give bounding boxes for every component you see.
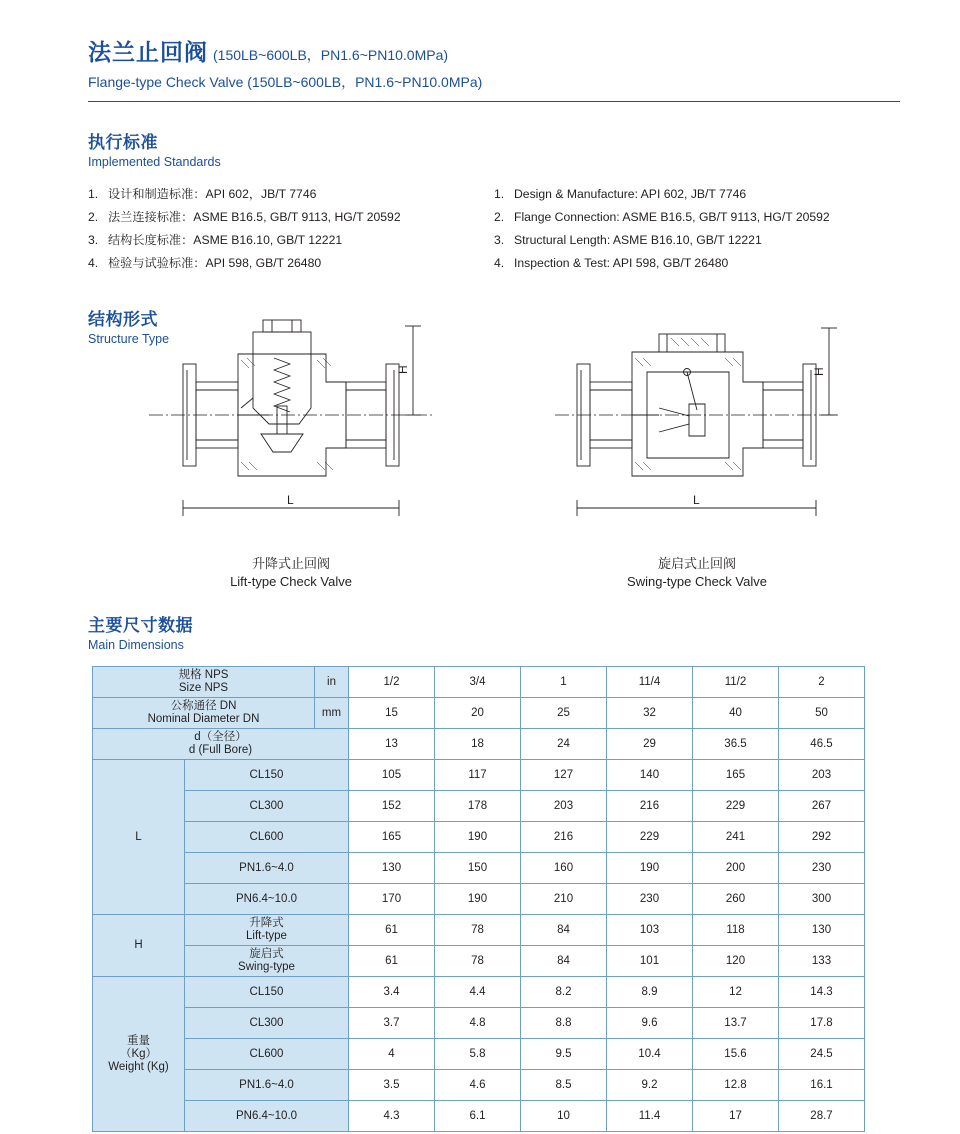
table-cell: 216 xyxy=(607,791,693,822)
table-cell: 178 xyxy=(435,791,521,822)
list-item-label: Structural Length: ASME B16.10, GB/T 12221 xyxy=(514,233,762,247)
table-cell: 4.8 xyxy=(435,1008,521,1039)
dimensions-section xyxy=(88,611,900,652)
table-cell: 229 xyxy=(607,822,693,853)
table-cell: 20 xyxy=(435,698,521,729)
table-cell: 11.4 xyxy=(607,1101,693,1132)
table-cell: 16.1 xyxy=(779,1070,865,1101)
table-cell: 150 xyxy=(435,853,521,884)
dimensions-heading-cn: 主要尺寸数据 xyxy=(88,616,193,635)
list-item-number: 1. xyxy=(88,187,99,201)
table-cell: 117 xyxy=(435,760,521,791)
sub-label: CL300 xyxy=(185,1008,349,1039)
table-cell: 8.9 xyxy=(607,977,693,1008)
table-cell: 1/2 xyxy=(349,667,435,698)
row-unit: in xyxy=(315,667,349,698)
row-header-cn: 规格 NPS xyxy=(178,669,229,681)
sub-label-lift xyxy=(185,915,349,946)
table-cell: 32 xyxy=(607,698,693,729)
table-cell: 24.5 xyxy=(779,1039,865,1070)
table-cell: 61 xyxy=(349,946,435,977)
list-item xyxy=(494,252,900,275)
table-cell: 190 xyxy=(435,822,521,853)
standards-section xyxy=(88,128,900,275)
table-cell: 25 xyxy=(521,698,607,729)
table-cell: 152 xyxy=(349,791,435,822)
list-item-label: 结构长度标准：ASME B16.10, GB/T 12221 xyxy=(108,233,343,247)
table-cell: 84 xyxy=(521,915,607,946)
page-title-en: Flange-type Check Valve (150LB~600LB，PN1.6~PN10.0MPa) xyxy=(88,74,483,90)
table-cell: 10.4 xyxy=(607,1039,693,1070)
table-cell: 4.4 xyxy=(435,977,521,1008)
table-row xyxy=(93,667,865,698)
table-cell: 130 xyxy=(349,853,435,884)
table-row xyxy=(93,853,865,884)
list-item xyxy=(88,206,494,229)
structure-caption-cn-lift: 升降式止回阀 xyxy=(251,556,330,571)
table-cell: 84 xyxy=(521,946,607,977)
table-cell: 3.5 xyxy=(349,1070,435,1101)
table-cell: 36.5 xyxy=(693,729,779,760)
table-cell: 3.4 xyxy=(349,977,435,1008)
table-cell: 120 xyxy=(693,946,779,977)
table-cell: 130 xyxy=(779,915,865,946)
standards-list-cn xyxy=(88,183,494,275)
page-header xyxy=(88,34,900,92)
table-row xyxy=(93,1101,865,1132)
sub-label: CL150 xyxy=(185,977,349,1008)
table-cell: 78 xyxy=(435,946,521,977)
lift-type-check-valve-diagram xyxy=(141,312,441,542)
list-item xyxy=(88,252,494,275)
row-header-full-bore xyxy=(93,729,349,760)
dimension-label-h: H xyxy=(396,365,410,374)
row-header-en: d (Full Bore) xyxy=(188,744,253,756)
table-cell: 165 xyxy=(693,760,779,791)
swing-type-check-valve-diagram xyxy=(547,312,847,542)
table-cell: 13 xyxy=(349,729,435,760)
table-cell: 230 xyxy=(607,884,693,915)
sub-label: PN6.4~10.0 xyxy=(185,884,349,915)
standards-heading-cn: 执行标准 xyxy=(88,133,158,152)
list-item xyxy=(494,229,900,252)
table-cell: 12 xyxy=(693,977,779,1008)
table-cell: 133 xyxy=(779,946,865,977)
table-cell: 46.5 xyxy=(779,729,865,760)
sub-label-en: Swing-type xyxy=(238,961,295,973)
list-item-number: 3. xyxy=(88,233,99,247)
page-title-cn: 法兰止回阀 xyxy=(88,39,208,65)
table-cell: 300 xyxy=(779,884,865,915)
table-cell: 165 xyxy=(349,822,435,853)
table-row xyxy=(93,1039,865,1070)
list-item-label: 设计和制造标准：API 602，JB/T 7746 xyxy=(108,187,317,201)
list-item-label: Flange Connection: ASME B16.5, GB/T 9113, HG/T 20592 xyxy=(514,210,830,224)
row-unit: mm xyxy=(315,698,349,729)
table-cell: 29 xyxy=(607,729,693,760)
dimension-label-l: L xyxy=(693,493,700,507)
dimensions-table-wrapper xyxy=(92,666,872,1132)
table-row xyxy=(93,822,865,853)
list-item-number: 1. xyxy=(494,187,505,201)
table-cell: 3.7 xyxy=(349,1008,435,1039)
sub-label: PN6.4~10.0 xyxy=(185,1101,349,1132)
table-cell: 78 xyxy=(435,915,521,946)
table-cell: 229 xyxy=(693,791,779,822)
table-cell: 10 xyxy=(521,1101,607,1132)
table-cell: 8.5 xyxy=(521,1070,607,1101)
table-cell: 103 xyxy=(607,915,693,946)
dimensions-heading-en: Main Dimensions xyxy=(88,638,184,652)
sub-label-cn: 升降式 xyxy=(249,917,284,929)
table-row xyxy=(93,729,865,760)
table-cell: 28.7 xyxy=(779,1101,865,1132)
sub-label-en: Lift-type xyxy=(246,930,287,942)
group-label-h: H xyxy=(93,915,185,977)
main-dimensions-table xyxy=(92,666,865,1132)
table-cell: 216 xyxy=(521,822,607,853)
row-header-cn: 公称通径 DN xyxy=(170,700,237,712)
table-cell: 9.5 xyxy=(521,1039,607,1070)
table-cell: 230 xyxy=(779,853,865,884)
list-item-label: 法兰连接标准：ASME B16.5, GB/T 9113, HG/T 20592 xyxy=(108,210,401,224)
table-row xyxy=(93,1070,865,1101)
table-cell: 190 xyxy=(607,853,693,884)
standards-columns xyxy=(88,183,900,275)
structure-drawings xyxy=(88,312,900,589)
table-cell: 4.3 xyxy=(349,1101,435,1132)
table-cell: 170 xyxy=(349,884,435,915)
group-label-l: L xyxy=(93,760,185,915)
table-cell: 12.8 xyxy=(693,1070,779,1101)
structure-caption-cn-swing: 旋启式止回阀 xyxy=(657,556,736,571)
table-cell: 61 xyxy=(349,915,435,946)
table-row xyxy=(93,884,865,915)
table-cell: 18 xyxy=(435,729,521,760)
table-cell: 17 xyxy=(693,1101,779,1132)
sub-label: CL150 xyxy=(185,760,349,791)
table-cell: 40 xyxy=(693,698,779,729)
sub-label: CL600 xyxy=(185,822,349,853)
dimension-label-l: L xyxy=(287,493,294,507)
table-row xyxy=(93,915,865,946)
sub-label-swing xyxy=(185,946,349,977)
table-row xyxy=(93,760,865,791)
list-item-number: 2. xyxy=(88,210,99,224)
table-cell: 9.6 xyxy=(607,1008,693,1039)
table-cell: 190 xyxy=(435,884,521,915)
table-cell: 15 xyxy=(349,698,435,729)
table-cell: 118 xyxy=(693,915,779,946)
list-item-label: 检验与试验标准：API 598, GB/T 26480 xyxy=(108,256,322,270)
list-item xyxy=(88,183,494,206)
list-item xyxy=(494,206,900,229)
row-header-en: Nominal Diameter DN xyxy=(147,713,260,725)
table-cell: 267 xyxy=(779,791,865,822)
table-cell: 203 xyxy=(521,791,607,822)
list-item-number: 3. xyxy=(494,233,505,247)
sub-label: CL300 xyxy=(185,791,349,822)
row-header-en: Size NPS xyxy=(178,682,229,694)
page-title-cn-suffix: (150LB~600LB，PN1.6~PN10.0MPa) xyxy=(213,47,449,63)
structure-item-lift xyxy=(88,312,494,589)
table-cell: 13.7 xyxy=(693,1008,779,1039)
table-row xyxy=(93,946,865,977)
table-cell: 24 xyxy=(521,729,607,760)
table-cell: 200 xyxy=(693,853,779,884)
table-cell: 4.6 xyxy=(435,1070,521,1101)
table-row xyxy=(93,791,865,822)
row-header-size-nps xyxy=(93,667,315,698)
table-cell: 160 xyxy=(521,853,607,884)
table-cell: 241 xyxy=(693,822,779,853)
list-item-label: Design & Manufacture: API 602, JB/T 7746 xyxy=(514,187,747,201)
table-cell: 292 xyxy=(779,822,865,853)
list-item-number: 2. xyxy=(494,210,505,224)
structure-item-swing xyxy=(494,312,900,589)
table-row xyxy=(93,977,865,1008)
table-cell: 140 xyxy=(607,760,693,791)
table-cell: 105 xyxy=(349,760,435,791)
table-cell: 8.2 xyxy=(521,977,607,1008)
structure-caption-en-swing: Swing-type Check Valve xyxy=(627,574,767,589)
group-label-cn: 重量 xyxy=(127,1034,150,1047)
table-row xyxy=(93,698,865,729)
list-item xyxy=(494,183,900,206)
table-cell: 3/4 xyxy=(435,667,521,698)
table-cell: 14.3 xyxy=(779,977,865,1008)
structure-heading-en: Structure Type xyxy=(88,332,170,346)
list-item-number: 4. xyxy=(88,256,99,270)
dimension-label-h: H xyxy=(812,367,826,376)
table-cell: 1 xyxy=(521,667,607,698)
group-label-en: Weight (Kg) xyxy=(108,1060,169,1073)
table-cell: 127 xyxy=(521,760,607,791)
table-cell: 11/4 xyxy=(607,667,693,698)
group-label-weight xyxy=(93,977,185,1132)
table-cell: 15.6 xyxy=(693,1039,779,1070)
sub-label-cn: 旋启式 xyxy=(249,948,284,960)
structure-heading-cn: 结构形式 xyxy=(88,310,158,329)
page xyxy=(0,34,960,1134)
table-cell: 9.2 xyxy=(607,1070,693,1101)
table-cell: 50 xyxy=(779,698,865,729)
table-cell: 210 xyxy=(521,884,607,915)
group-label-unit: （Kg） xyxy=(119,1047,158,1060)
standards-list-en xyxy=(494,183,900,275)
table-cell: 2 xyxy=(779,667,865,698)
table-cell: 5.8 xyxy=(435,1039,521,1070)
row-header-cn: d（全径） xyxy=(194,731,247,743)
header-divider xyxy=(88,101,900,102)
table-cell: 203 xyxy=(779,760,865,791)
standards-heading-en: Implemented Standards xyxy=(88,155,221,169)
row-header-nominal-diameter xyxy=(93,698,315,729)
table-cell: 11/2 xyxy=(693,667,779,698)
sub-label: PN1.6~4.0 xyxy=(185,853,349,884)
structure-caption-en-lift: Lift-type Check Valve xyxy=(230,574,352,589)
table-cell: 4 xyxy=(349,1039,435,1070)
table-cell: 17.8 xyxy=(779,1008,865,1039)
table-row xyxy=(93,1008,865,1039)
table-cell: 8.8 xyxy=(521,1008,607,1039)
list-item-number: 4. xyxy=(494,256,505,270)
list-item xyxy=(88,229,494,252)
table-cell: 260 xyxy=(693,884,779,915)
table-cell: 101 xyxy=(607,946,693,977)
sub-label: CL600 xyxy=(185,1039,349,1070)
page-title xyxy=(88,34,900,67)
sub-label: PN1.6~4.0 xyxy=(185,1070,349,1101)
list-item-label: Inspection & Test: API 598, GB/T 26480 xyxy=(514,256,729,270)
table-cell: 6.1 xyxy=(435,1101,521,1132)
